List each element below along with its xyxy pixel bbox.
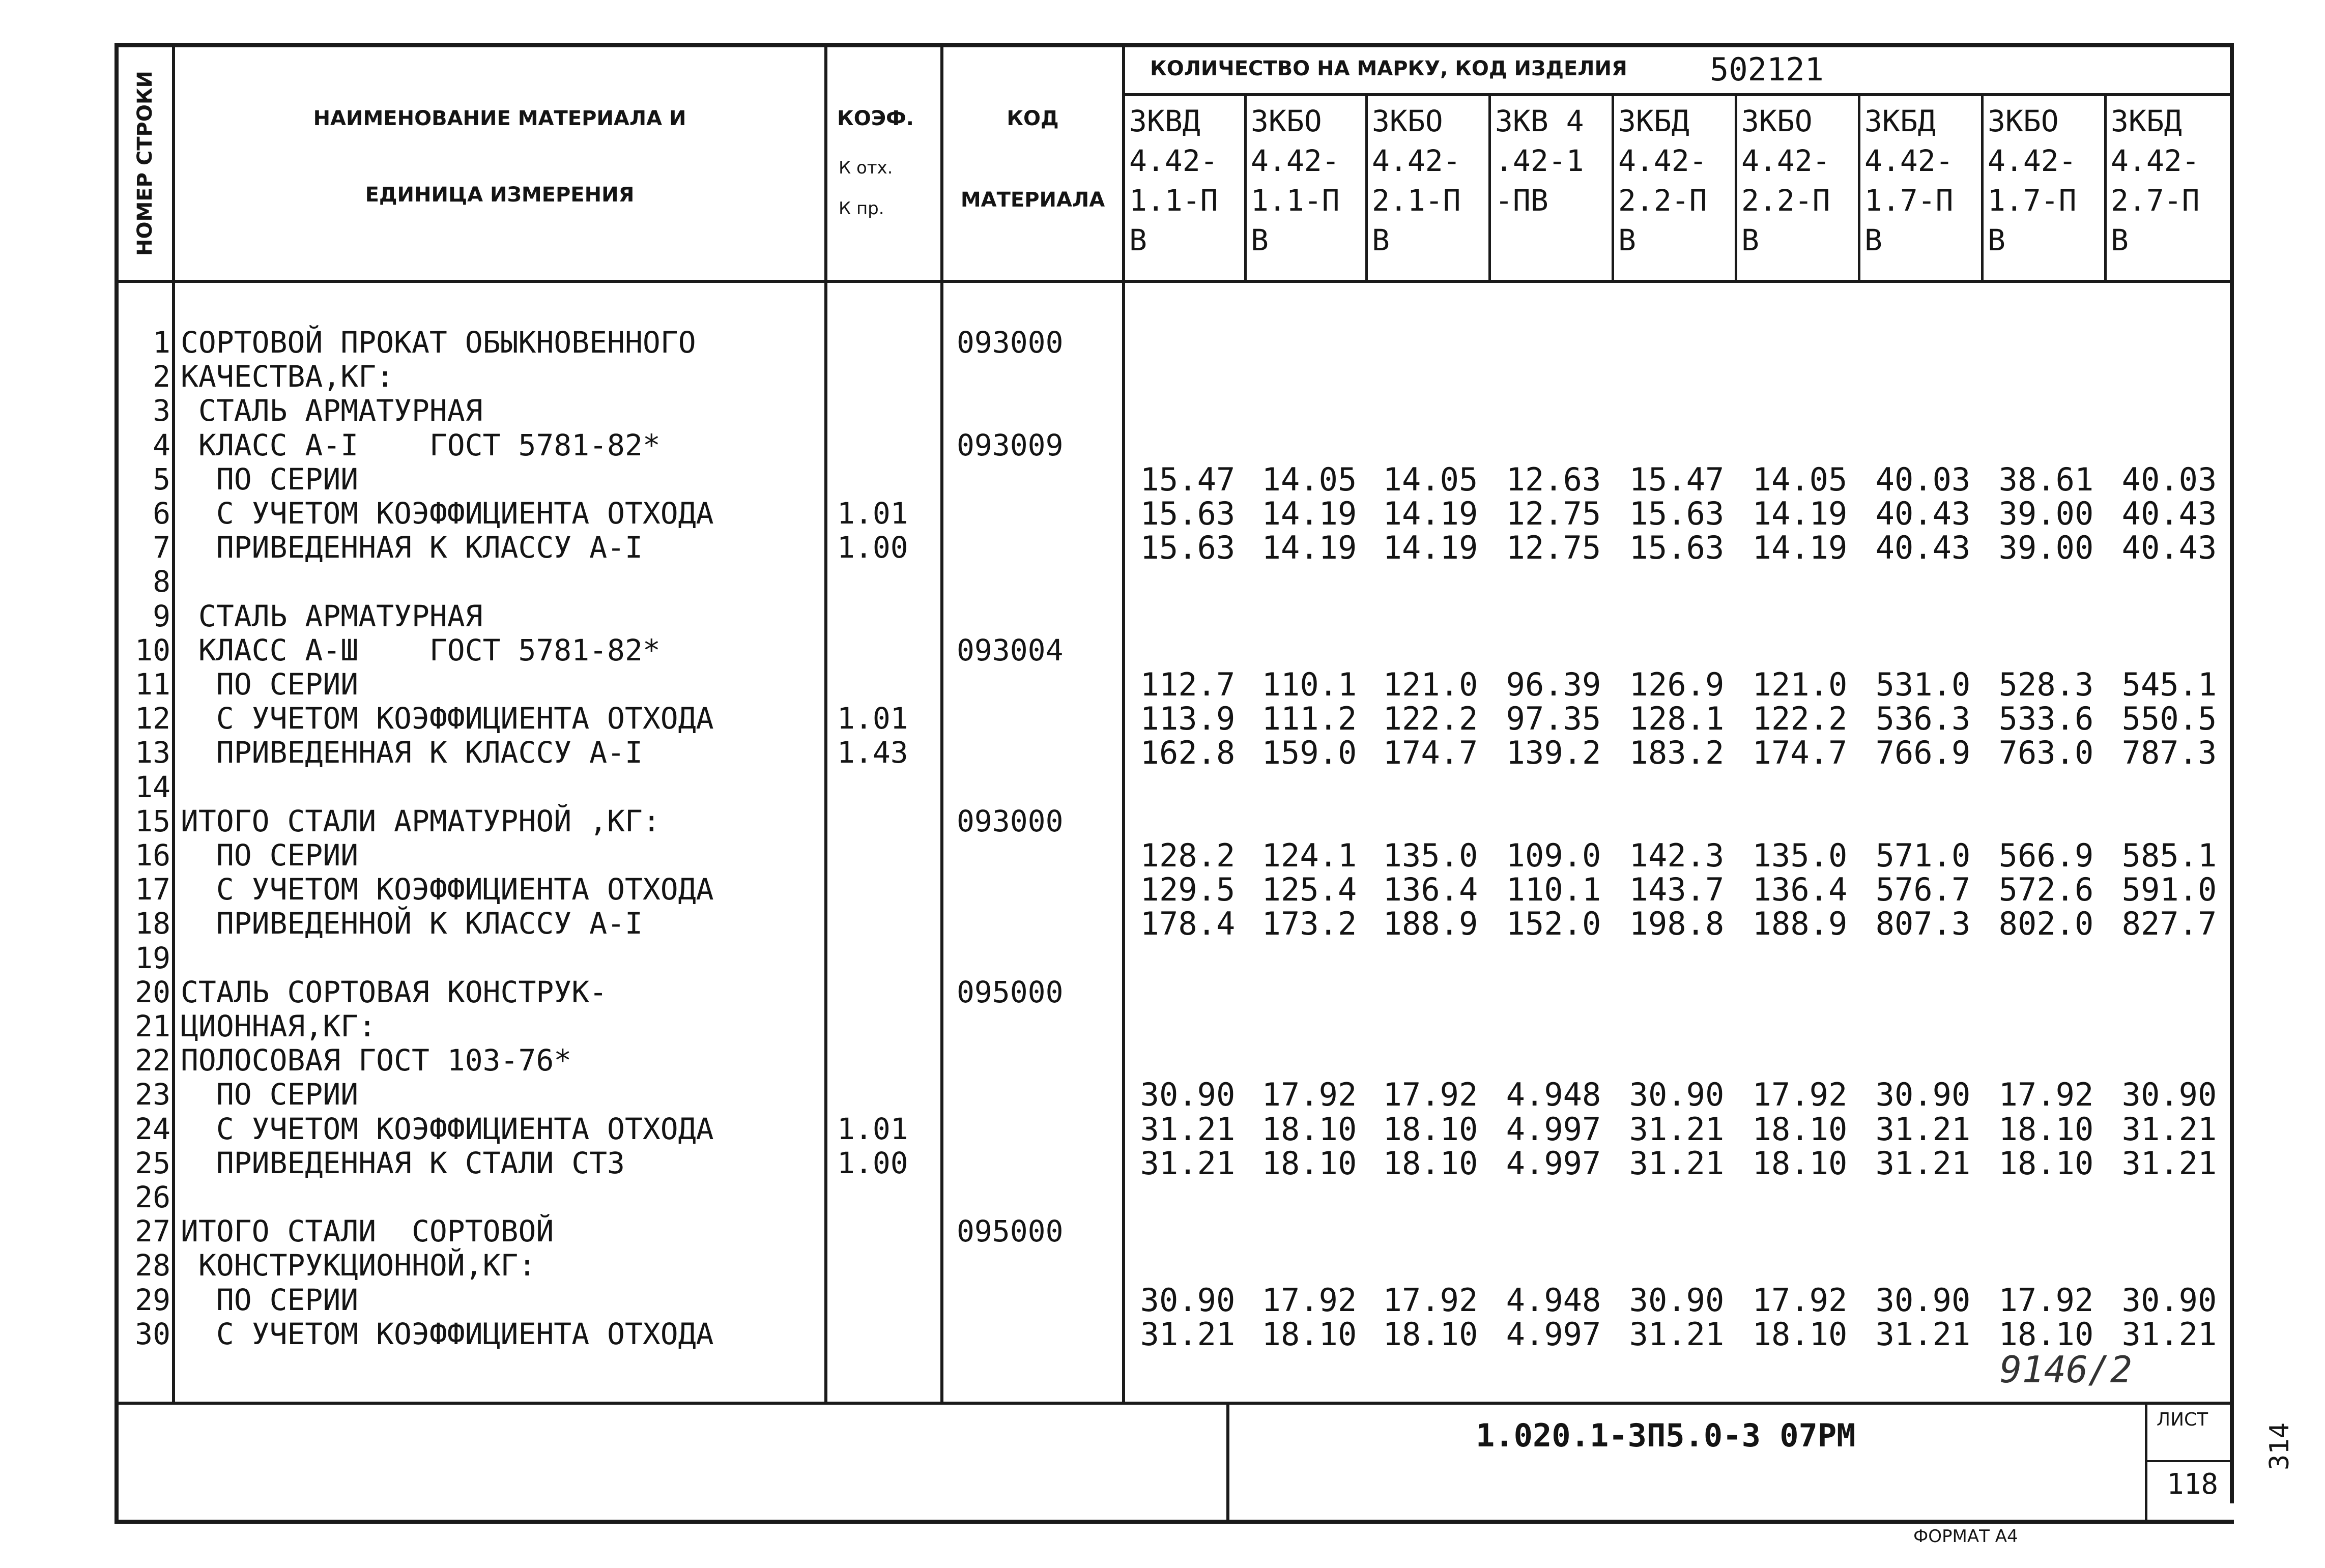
quantity-value: 18.10 (1752, 1110, 1848, 1148)
material-name: СТАЛЬ СОРТОВАЯ КОНСТРУК- (181, 974, 608, 1009)
quantity-value: 128.2 (1140, 837, 1236, 874)
quantity-value: 112.7 (1140, 666, 1236, 703)
quantity-value: 14.19 (1383, 529, 1478, 567)
quantity-value: 31.21 (2121, 1144, 2217, 1182)
column-header-line: 4.42- (1864, 143, 1954, 178)
column-header-line: 4.42- (1618, 143, 1707, 178)
quantity-value: 40.43 (2121, 529, 2217, 567)
quantity-value: 31.21 (1629, 1315, 1725, 1353)
material-header-line1: НАИМЕНОВАНИЕ МАТЕРИАЛА И (313, 107, 686, 130)
quantity-value: 31.21 (2121, 1110, 2217, 1148)
row-number: 10 (135, 632, 170, 667)
quantity-value: 17.92 (1383, 1076, 1478, 1114)
quantity-value: 18.10 (1998, 1144, 2094, 1182)
quantity-value: 807.3 (1875, 905, 1971, 943)
quantity-value: 31.21 (1875, 1144, 1971, 1182)
row-number-header (118, 47, 172, 280)
material-name: С УЧЕТОМ КОЭФФИЦИЕНТА ОТХОДА (181, 1111, 714, 1146)
quantity-value: 585.1 (2121, 837, 2217, 874)
quantity-value: 4.948 (1506, 1076, 1601, 1114)
quantity-value: 17.92 (1261, 1076, 1357, 1114)
quantity-value: 31.21 (1875, 1315, 1971, 1353)
quantity-value: 15.63 (1629, 529, 1725, 567)
column-header-line: 2.1-П (1372, 183, 1461, 218)
quantity-value: 125.4 (1261, 871, 1357, 909)
coefficient: 1.01 (837, 496, 908, 531)
quantity-value: 40.43 (1875, 495, 1971, 532)
coefficient: 1.00 (837, 530, 908, 565)
quantity-value: 111.2 (1261, 700, 1357, 738)
quantity-value: 129.5 (1140, 871, 1236, 909)
column-header-line: 1.7-П (1864, 183, 1954, 218)
quantity-value: 572.6 (1998, 871, 2094, 909)
row-number: 22 (135, 1043, 170, 1078)
material-name: ПРИВЕДЕННАЯ К КЛАССУ А-I (181, 735, 643, 770)
row-number: 4 (153, 427, 170, 462)
quantity-value: 126.9 (1629, 666, 1725, 703)
material-name: КАЧЕСТВА,КГ: (181, 359, 394, 394)
material-name: С УЧЕТОМ КОЭФФИЦИЕНТА ОТХОДА (181, 872, 714, 907)
quantity-value: 188.9 (1752, 905, 1848, 943)
quantity-value: 766.9 (1875, 734, 1971, 772)
quantity-value: 18.10 (1998, 1315, 2094, 1353)
quantity-value: 17.92 (1752, 1076, 1848, 1114)
column-header-line: 3КВД (1129, 104, 1200, 138)
row-number: 26 (135, 1180, 170, 1214)
quantity-value: 40.03 (1875, 460, 1971, 498)
material-code: 095000 (957, 974, 1064, 1009)
quantity-value: 18.10 (1261, 1110, 1357, 1148)
quantity-value: 128.1 (1629, 700, 1725, 738)
material-name: С УЧЕТОМ КОЭФФИЦИЕНТА ОТХОДА (181, 496, 714, 531)
material-name: ПОЛОСОВАЯ ГОСТ 103-76* (181, 1043, 572, 1078)
coefficient: 1.01 (837, 701, 908, 736)
quantity-value: 17.92 (1383, 1281, 1478, 1319)
quantity-value: 18.10 (1752, 1144, 1848, 1182)
row-number: 24 (135, 1111, 170, 1146)
material-name: СТАЛЬ АРМАТУРНАЯ (181, 393, 483, 428)
product-code: 502121 (1710, 51, 1824, 88)
row-number: 6 (153, 496, 170, 531)
quantity-value: 110.1 (1506, 871, 1601, 909)
quantity-value: 576.7 (1875, 871, 1971, 909)
quantity-value: 545.1 (2121, 666, 2217, 703)
quantity-value: 124.1 (1261, 837, 1357, 874)
row-number: 20 (135, 974, 170, 1009)
row-number: 23 (135, 1077, 170, 1112)
quantity-value: 17.92 (1261, 1281, 1357, 1319)
column-header-line: В (1988, 223, 2005, 257)
quantity-value: 531.0 (1875, 666, 1971, 703)
column-header-line: В (2111, 223, 2129, 257)
material-code: 093000 (957, 325, 1064, 360)
column-header-line: 3КБО (1988, 104, 2059, 138)
material-name: ПО СЕРИИ (181, 461, 359, 497)
quantity-value: 39.00 (1998, 495, 2094, 532)
quantity-value: 533.6 (1998, 700, 2094, 738)
coefficient: 1.01 (837, 1111, 908, 1146)
format-label: ФОРМАТ А4 (1913, 1526, 2018, 1547)
row-number: 27 (135, 1214, 170, 1249)
quantity-value: 14.19 (1261, 495, 1357, 532)
quantity-value: 178.4 (1140, 905, 1236, 943)
quantity-value: 14.19 (1752, 529, 1848, 567)
quantity-value: 110.1 (1261, 666, 1357, 703)
quantity-value: 17.92 (1752, 1281, 1848, 1319)
row-number: 5 (153, 461, 170, 497)
column-header-line: 1.1-П (1129, 183, 1218, 218)
row-number: 1 (153, 325, 170, 360)
column-header-line: 3КБО (1251, 104, 1322, 138)
column-header-line: В (1864, 223, 1882, 257)
quantity-value: 14.19 (1261, 529, 1357, 567)
quantity-value: 14.19 (1383, 495, 1478, 532)
row-number: 29 (135, 1282, 170, 1317)
row-number: 14 (135, 769, 170, 804)
material-name: КОНСТРУКЦИОННОЙ,КГ: (181, 1248, 536, 1283)
quantity-value: 159.0 (1261, 734, 1357, 772)
quantity-value: 15.63 (1140, 495, 1236, 532)
row-number-label: НОМЕР СТРОКИ (133, 71, 157, 256)
quantity-value: 121.0 (1752, 666, 1848, 703)
column-header-line: 4.42- (1988, 143, 2077, 178)
row-number: 19 (135, 940, 170, 975)
column-header-line: 3КБД (2111, 104, 2182, 138)
material-name: ПРИВЕДЕННОЙ К КЛАССУ А-I (181, 906, 643, 941)
column-header-line: 3КБО (1372, 104, 1443, 138)
quantity-value: 122.2 (1752, 700, 1848, 738)
quantity-value: 4.997 (1506, 1110, 1601, 1148)
quantity-value: 136.4 (1752, 871, 1848, 909)
quantity-value: 143.7 (1629, 871, 1725, 909)
quantity-value: 14.05 (1383, 460, 1478, 498)
coef-header-line2: К отх. (839, 158, 893, 178)
row-number: 17 (135, 872, 170, 907)
quantity-value: 4.997 (1506, 1315, 1601, 1353)
column-header-line: В (1741, 223, 1759, 257)
quantity-value: 571.0 (1875, 837, 1971, 874)
quantity-value: 31.21 (2121, 1315, 2217, 1353)
column-header-line: 4.42- (1129, 143, 1218, 178)
quantity-value: 96.39 (1506, 666, 1601, 703)
row-number: 8 (153, 564, 170, 599)
material-name: ЦИОННАЯ,КГ: (181, 1009, 377, 1043)
quantity-value: 12.63 (1506, 460, 1601, 498)
coefficient: 1.43 (837, 735, 908, 770)
quantity-value: 14.19 (1752, 495, 1848, 532)
quantity-value: 827.7 (2121, 905, 2217, 943)
row-number: 3 (153, 393, 170, 428)
column-header-line: 1.7-П (1988, 183, 2077, 218)
column-header-line: 4.42- (2111, 143, 2200, 178)
row-number: 15 (135, 803, 170, 838)
code-header-line1: КОД (1007, 107, 1059, 130)
material-name: КЛАСС А-I ГОСТ 5781-82* (181, 427, 661, 462)
quantity-value: 30.90 (2121, 1281, 2217, 1319)
material-code: 093000 (957, 803, 1064, 838)
quantity-value: 15.47 (1629, 460, 1725, 498)
quantity-value: 31.21 (1629, 1110, 1725, 1148)
material-name: ПО СЕРИИ (181, 838, 359, 873)
material-name: ПО СЕРИИ (181, 667, 359, 702)
row-number: 18 (135, 906, 170, 941)
coef-header-line1: КОЭФ. (837, 107, 914, 130)
quantity-value: 14.05 (1261, 460, 1357, 498)
material-name: КЛАСС А-Ш ГОСТ 5781-82* (181, 632, 661, 667)
quantity-value: 135.0 (1752, 837, 1848, 874)
quantity-value: 40.43 (1875, 529, 1971, 567)
column-header-line: .42-1 (1495, 143, 1584, 178)
column-header-line: -ПВ (1495, 183, 1548, 218)
quantity-value: 31.21 (1140, 1315, 1236, 1353)
quantity-value: 18.10 (1383, 1110, 1478, 1148)
column-header-line: 2.7-П (2111, 183, 2200, 218)
quantity-value: 18.10 (1383, 1315, 1478, 1353)
quantity-value: 591.0 (2121, 871, 2217, 909)
quantity-header: КОЛИЧЕСТВО НА МАРКУ, КОД ИЗДЕЛИЯ (1150, 57, 1627, 80)
column-header-line: 1.1-П (1251, 183, 1340, 218)
coefficient: 1.00 (837, 1145, 908, 1180)
material-header-line2: ЕДИНИЦА ИЗМЕРЕНИЯ (365, 183, 635, 207)
quantity-value: 18.10 (1261, 1144, 1357, 1182)
quantity-value: 152.0 (1506, 905, 1601, 943)
quantity-value: 39.00 (1998, 529, 2094, 567)
material-name: С УЧЕТОМ КОЭФФИЦИЕНТА ОТХОДА (181, 701, 714, 736)
quantity-value: 4.948 (1506, 1281, 1601, 1319)
quantity-value: 173.2 (1261, 905, 1357, 943)
quantity-value: 122.2 (1383, 700, 1478, 738)
quantity-value: 15.63 (1140, 529, 1236, 567)
quantity-value: 18.10 (1383, 1144, 1478, 1182)
handwritten-note: 9146/2 (2000, 1348, 2133, 1391)
quantity-value: 802.0 (1998, 905, 2094, 943)
column-header-line: В (1618, 223, 1636, 257)
quantity-value: 40.03 (2121, 460, 2217, 498)
material-name: ИТОГО СТАЛИ АРМАТУРНОЙ ,КГ: (181, 803, 661, 838)
sheet-label: ЛИСТ (2157, 1409, 2208, 1430)
sheet-number: 118 (2167, 1468, 2219, 1501)
column-header-line: 4.42- (1372, 143, 1461, 178)
quantity-value: 162.8 (1140, 734, 1236, 772)
quantity-value: 30.90 (1629, 1076, 1725, 1114)
quantity-value: 12.75 (1506, 529, 1601, 567)
quantity-value: 18.10 (1998, 1110, 2094, 1148)
quantity-value: 12.75 (1506, 495, 1601, 532)
quantity-value: 787.3 (2121, 734, 2217, 772)
quantity-value: 17.92 (1998, 1076, 2094, 1114)
quantity-value: 121.0 (1383, 666, 1478, 703)
material-name: ПРИВЕДЕННАЯ К СТАЛИ СТ3 (181, 1145, 625, 1180)
row-number: 9 (153, 598, 170, 633)
column-header-line: 2.2-П (1618, 183, 1707, 218)
code-header-line2: МАТЕРИАЛА (960, 188, 1105, 212)
quantity-value: 18.10 (1261, 1315, 1357, 1353)
material-name: ИТОГО СТАЛИ СОРТОВОЙ (181, 1214, 554, 1249)
material-code: 093004 (957, 632, 1064, 667)
quantity-value: 18.10 (1752, 1315, 1848, 1353)
row-number: 2 (153, 359, 170, 394)
column-header-line: 4.42- (1741, 143, 1830, 178)
quantity-value: 174.7 (1383, 734, 1478, 772)
quantity-value: 30.90 (1629, 1281, 1725, 1319)
quantity-value: 109.0 (1506, 837, 1601, 874)
column-header-line: В (1129, 223, 1147, 257)
row-number: 30 (135, 1316, 170, 1351)
quantity-value: 31.21 (1140, 1110, 1236, 1148)
column-header-line: 3КБО (1741, 104, 1813, 138)
quantity-value: 31.21 (1629, 1144, 1725, 1182)
material-name: СТАЛЬ АРМАТУРНАЯ (181, 598, 483, 633)
quantity-value: 38.61 (1998, 460, 2094, 498)
column-header-line: 3КБД (1618, 104, 1689, 138)
quantity-value: 139.2 (1506, 734, 1601, 772)
quantity-value: 566.9 (1998, 837, 2094, 874)
quantity-value: 763.0 (1998, 734, 2094, 772)
row-number: 21 (135, 1009, 170, 1043)
quantity-value: 135.0 (1383, 837, 1478, 874)
material-name: С УЧЕТОМ КОЭФФИЦИЕНТА ОТХОДА (181, 1316, 714, 1351)
quantity-value: 30.90 (1140, 1076, 1236, 1114)
column-header-line: 4.42- (1251, 143, 1340, 178)
quantity-value: 136.4 (1383, 871, 1478, 909)
quantity-value: 4.997 (1506, 1144, 1601, 1182)
coef-header-line3: К пр. (839, 198, 884, 219)
quantity-value: 14.05 (1752, 460, 1848, 498)
column-header-line: В (1251, 223, 1269, 257)
quantity-value: 528.3 (1998, 666, 2094, 703)
row-number: 25 (135, 1145, 170, 1180)
quantity-value: 30.90 (1875, 1281, 1971, 1319)
row-number: 12 (135, 701, 170, 736)
quantity-value: 142.3 (1629, 837, 1725, 874)
quantity-value: 550.5 (2121, 700, 2217, 738)
row-number: 28 (135, 1248, 170, 1283)
document-code: 1.020.1-3П5.0-3 07РМ (1476, 1417, 1856, 1454)
row-number: 7 (153, 530, 170, 565)
row-number: 13 (135, 735, 170, 770)
row-number: 11 (135, 667, 170, 702)
column-header-line: 3КБД (1864, 104, 1936, 138)
quantity-value: 15.47 (1140, 460, 1236, 498)
quantity-value: 30.90 (1875, 1076, 1971, 1114)
row-number: 16 (135, 838, 170, 873)
quantity-value: 188.9 (1383, 905, 1478, 943)
quantity-value: 17.92 (1998, 1281, 2094, 1319)
quantity-value: 198.8 (1629, 905, 1725, 943)
quantity-value: 536.3 (1875, 700, 1971, 738)
quantity-value: 31.21 (1140, 1144, 1236, 1182)
side-mark: 314 (2264, 1422, 2295, 1470)
column-header-line: В (1372, 223, 1390, 257)
column-header-line: 2.2-П (1741, 183, 1830, 218)
quantity-value: 174.7 (1752, 734, 1848, 772)
quantity-value: 97.35 (1506, 700, 1601, 738)
material-name: СОРТОВОЙ ПРОКАТ ОБЫКНОВЕННОГО (181, 325, 696, 360)
quantity-value: 183.2 (1629, 734, 1725, 772)
quantity-value: 113.9 (1140, 700, 1236, 738)
quantity-value: 15.63 (1629, 495, 1725, 532)
column-header-line: 3КВ 4 (1495, 104, 1584, 138)
material-name: ПО СЕРИИ (181, 1077, 359, 1112)
quantity-value: 30.90 (2121, 1076, 2217, 1114)
material-code: 095000 (957, 1214, 1064, 1249)
quantity-value: 40.43 (2121, 495, 2217, 532)
material-name: ПО СЕРИИ (181, 1282, 359, 1317)
material-name: ПРИВЕДЕННАЯ К КЛАССУ А-I (181, 530, 643, 565)
material-code: 093009 (957, 427, 1064, 462)
quantity-value: 31.21 (1875, 1110, 1971, 1148)
quantity-value: 30.90 (1140, 1281, 1236, 1319)
